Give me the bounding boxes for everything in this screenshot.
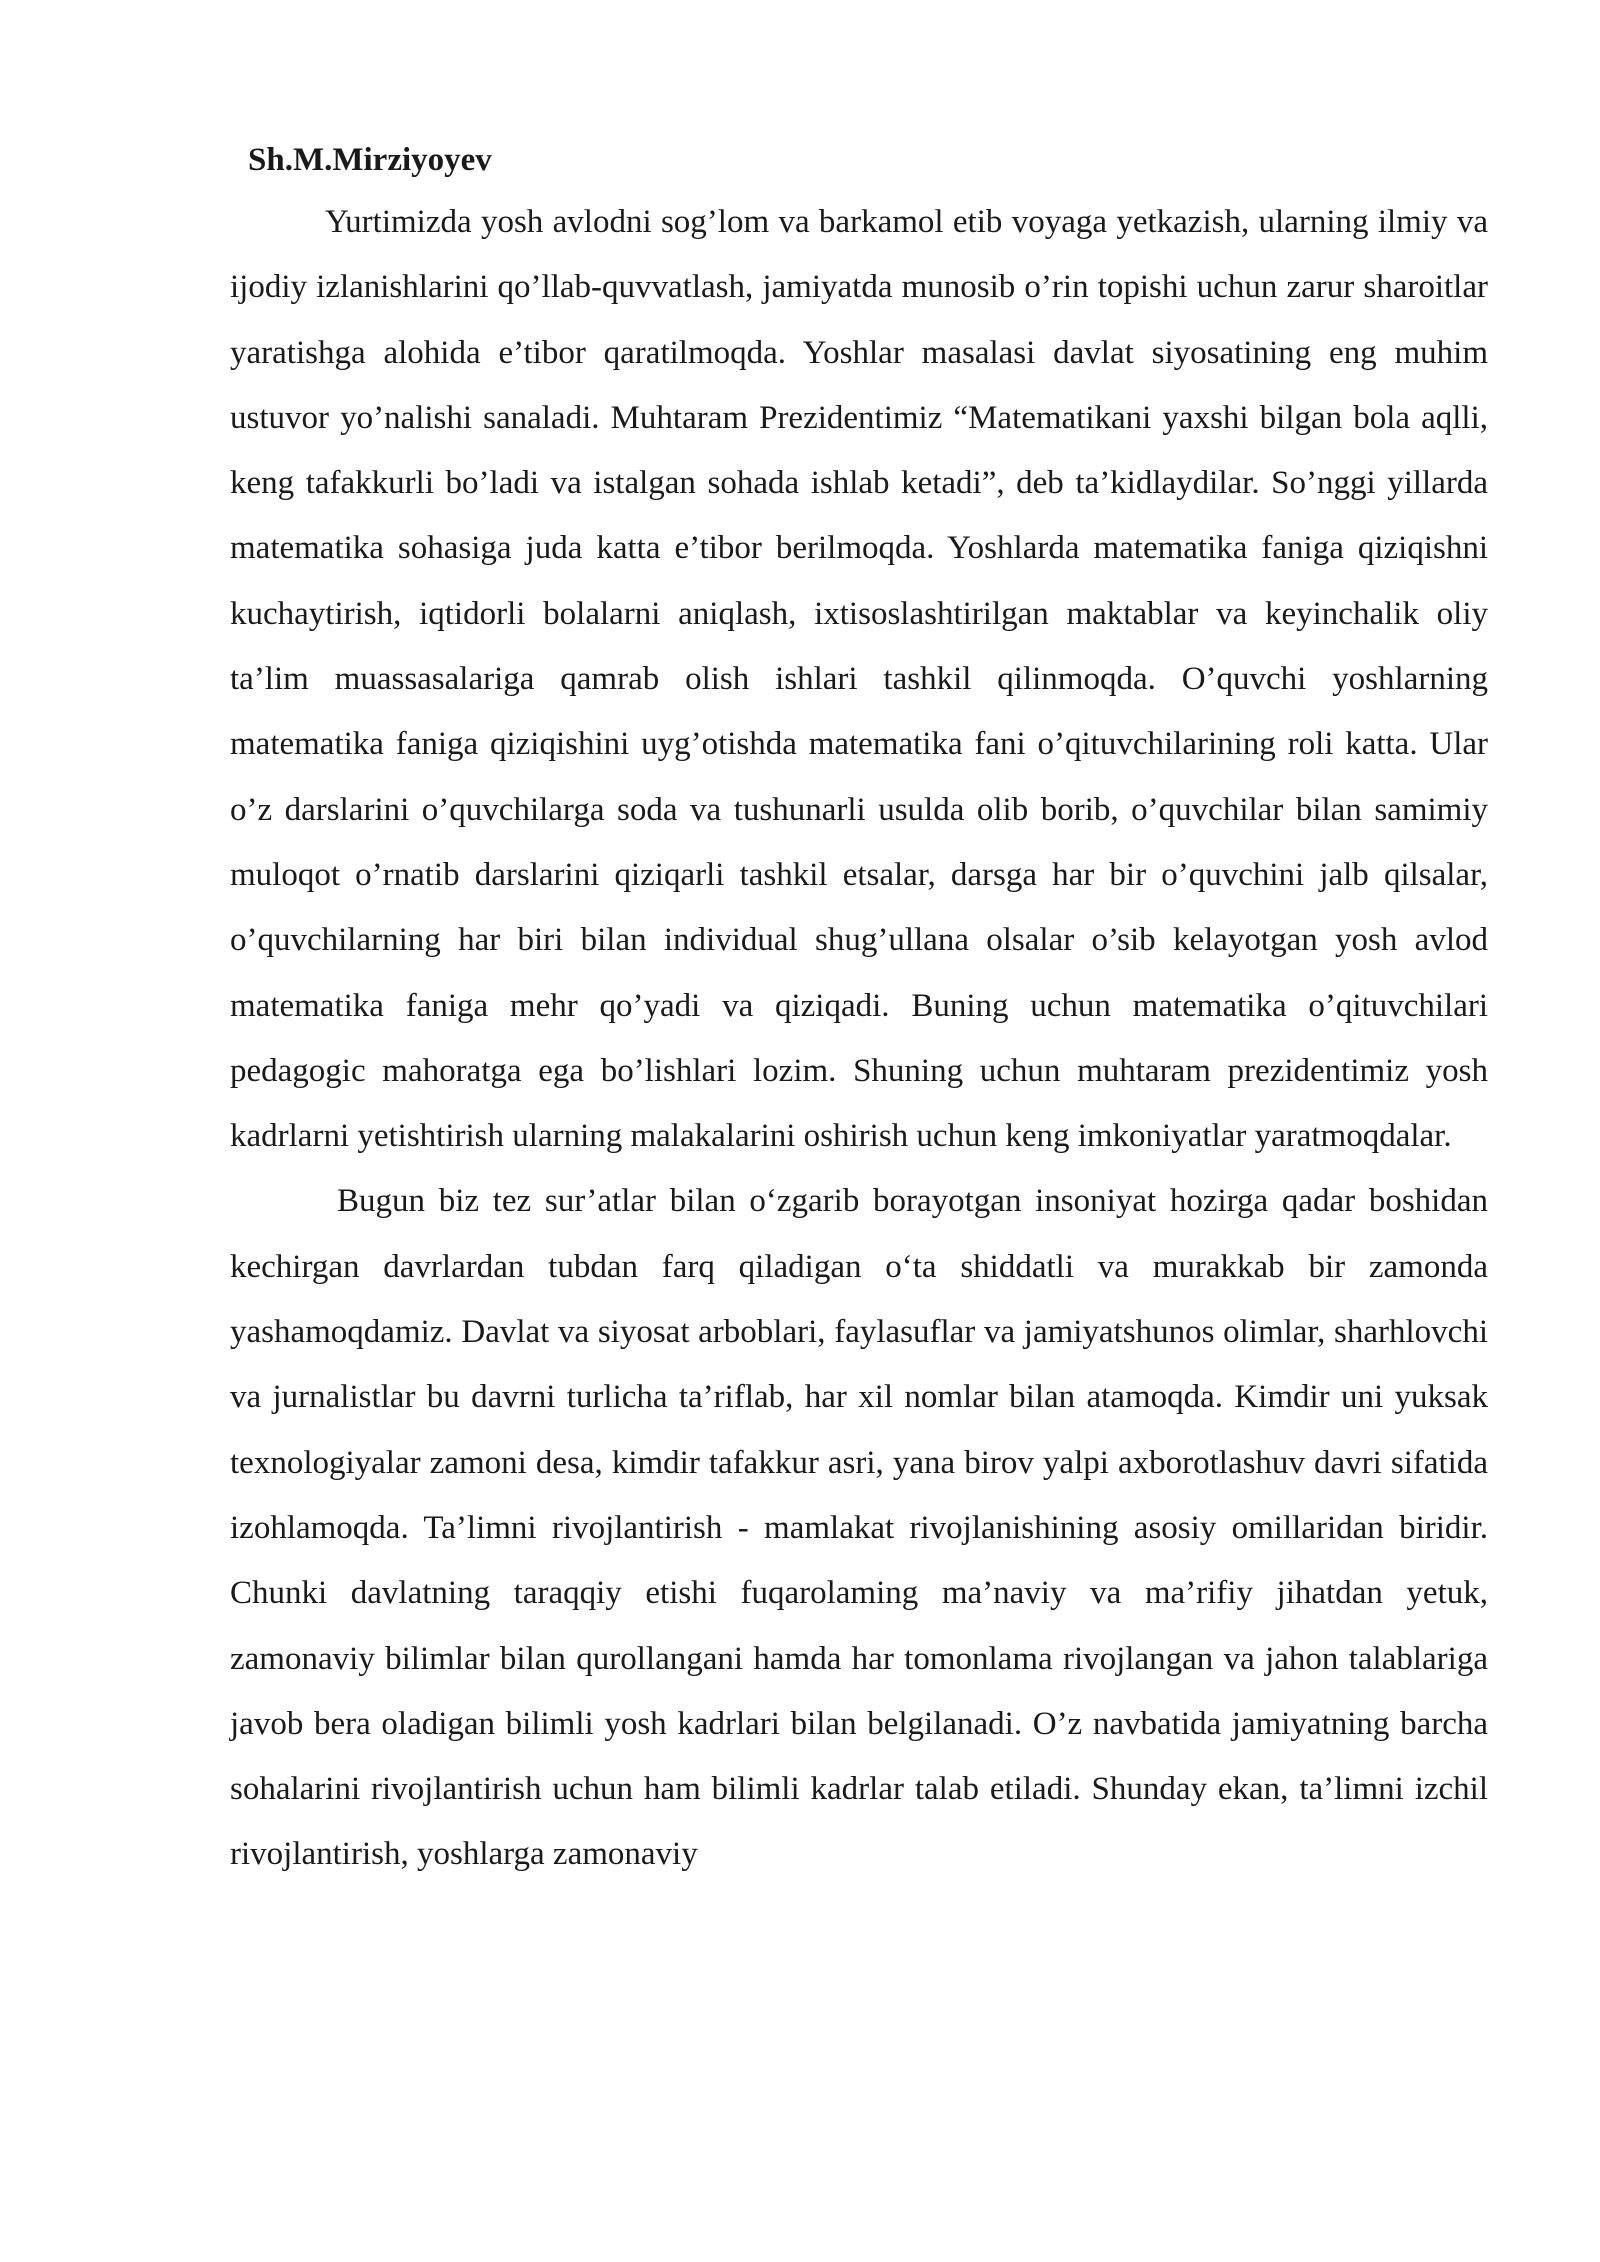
paragraph-2: Bugun biz tez sur’atlar bilan o‘zgarib borayotgan insoniyat hozirga qadar boshidan kechirgan davrlardan tubdan farq qiladigan o‘ta shiddatli va murakkab bir zamonda yashamoqdamiz. Davlat va siyosat arboblari, faylasuflar va jamiyatshunos olimlar, sharhlovchi va jurnalistlar bu davrni turlicha ta’riflab, har xil nomlar bilan atamoqda. Kimdir uni yuksak texnologiyalar zamoni desa, kimdir tafakkur asri, yana birov yalpi axborotlashuv davri sifatida izohlamoqda. Ta’limni rivojlantirish - mamlakat rivojlanishining asosiy omillaridan biridir. Chunki davlatning taraqqiy etishi fuqarolaming ma’naviy va ma’rifiy jihatdan yetuk, zamonaviy bilimlar bilan qurollangani hamda har tomonlama rivojlangan va jahon talablariga javob bera oladigan bilimli yosh kadrlari bilan belgilanadi. O’z navbatida jamiyatning barcha sohalarini rivojlantirish uchun ham bilimli kadrlar talab etiladi. Shunday ekan, ta’limni izchil rivojlantirish, yoshlarga zamonaviy xyxy=(230,1183,1488,1873)
author-name: Sh.M.Mirziyoyev xyxy=(248,142,492,178)
document-body xyxy=(230,130,1488,1888)
paragraph-1: Yurtimizda yosh avlodni sog’lom va barkamol etib voyaga yetkazish, ularning ilmiy va ijodiy izlanishlarini qo’llab-quvvatlash, jamiyatda munosib o’rin topishi uchun zarur sharoitlar yaratishga alohida e’tibor qaratilmoqda. Yoshlar masalasi davlat siyosatining eng muhim ustuvor yo’nalishi sanaladi. Muhtaram Prezidentimiz “Matematikani yaxshi bilgan bola aqlli, keng tafakkurli bo’ladi va istalgan sohada ishlab ketadi”, deb ta’kidlaydilar. So’nggi yillarda matematika sohasiga juda katta e’tibor berilmoqda. Yoshlarda matematika faniga qiziqishni kuchaytirish, iqtidorli bolalarni aniqlash, ixtisoslashtirilgan maktablar va keyinchalik oliy ta’lim muassasalariga qamrab olish ishlari tashkil qilinmoqda. O’quvchi yoshlarning matematika faniga qiziqishini uyg’otishda matematika fani o’qituvchilarining roli katta. Ular o’z darslarini o’quvchilarga soda va tushunarli usulda olib borib, o’quvchilar bilan samimiy muloqot o’rnatib darslarini qiziqarli tashkil etsalar, darsga har bir o’quvchini jalb qilsalar, o’quvchilarning har biri bilan individual shug’ullana olsalar o’sib kelayotgan yosh avlod matematika faniga mehr qo’yadi va qiziqadi. Buning uchun matematika o’qituvchilari pedagogic mahoratga ega bo’lishlari lozim. Shuning uchun muhtaram prezidentimiz yosh kadrlarni yetishtirish ularning malakalarini oshirish uchun keng imkoniyatlar yaratmoqdalar. xyxy=(230,204,1488,1155)
